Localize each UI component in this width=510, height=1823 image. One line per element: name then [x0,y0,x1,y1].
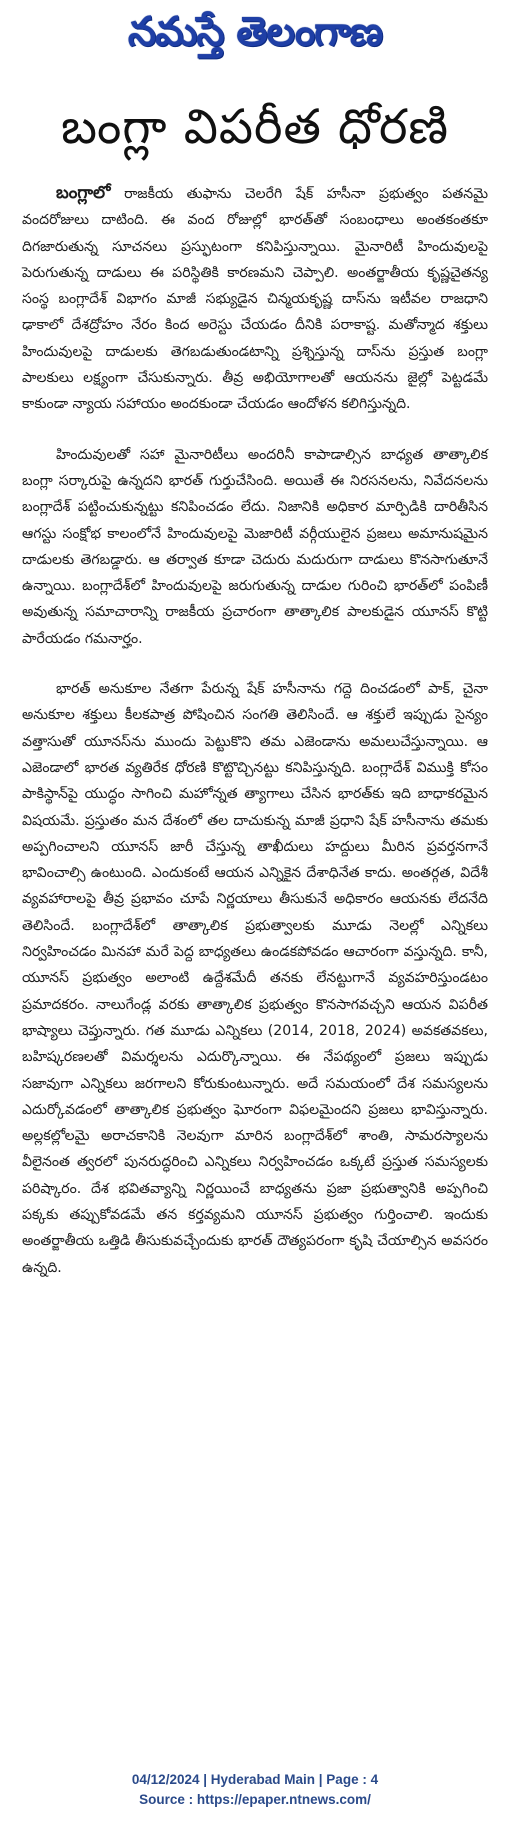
masthead-title: నమస్తే తెలంగాణ [127,9,383,55]
article-body [22,180,488,1281]
newspaper-masthead [0,6,510,68]
dateline: 04/12/2024 | Hyderabad Main | Page : 4 [131,1772,379,1787]
article-headline: బంగ్లా విపరీత ధోరణి [60,99,450,155]
source-link[interactable]: Source : https://epaper.ntnews.com/ [139,1792,371,1807]
article-paragraph: హిందువులతో సహా మైనారిటీలు అందరినీ కాపాడాల్సిన బాధ్యత తాత్కాలిక బంగ్లా సర్కారుపై ఉన్నదని భారత్ గుర్తుచేసింది. అయితే ఈ నిరసనలను, నివేదనలను బంగ్లాదేశ్ పట్టించుకున్నట్టు కనిపించడం లేదు. నిజానికి అధికార మార్పిడికి దారితీసిన ఆగస్టు సంక్షోభ కాలంలోనే హిందువులపై మెజారిటీ వర్గీయులైన ప్రజలు అమానుషమైన దాడులకు తెగబడ్డారు. ఆ తర్వాత కూడా చెదురు మదురుగా దాడులు కొనసాగుతూనే ఉన్నాయి. బంగ్లాదేశ్‌లో హిందువులపై జరుగుతున్న దాడుల గురించి భారత్‌లో పంపిణీ అవుతున్న సమాచారాన్ని రాజకీయ ప్రచారంగా తాత్కాలిక పాలకుడైన యూనస్ కొట్టి పారేయడం గమనార్హం. [22,446,488,647]
article-paragraph [22,180,488,418]
article-paragraph: భారత్ అనుకూల నేతగా పేరున్న షేక్ హసీనాను గద్దె దించడంలో పాక్, చైనా అనుకూల శక్తులు కీలకపాత్ర పోషించిన సంగతి తెలిసిందే. ఆ శక్తులే ఇప్పుడు సైన్యం వత్తాసుతో యూనస్‌ను ముందు పెట్టుకొని తమ ఎజెండాను అమలుచేస్తున్నాయి. ఆ ఎజెండాలో భారత వ్యతిరేక ధోరణి కొట్టొచ్చినట్టు కనిపిస్తున్నది. బంగ్లాదేశ్ విముక్తి కోసం పాకిస్థాన్‌పై యుద్ధం సాగించి మహోన్నత త్యాగాలు చేసిన భారత్‌కు ఇది బాధాకరమైన విషయమే. ప్రస్తుతం మన దేశంలో తల దాచుకున్న మాజీ ప్రధాని షేక్ హసీనాను తమకు అప్పగించాలని యూనస్ జారీ చేస్తున్న తాఖీదులు హద్దులు మీరిన ప్రవర్తనగానే భావించాల్సి ఉంటుంది. ఎందుకంటే ఆయన ఎన్నికైన దేశాధినేత కాదు. అంతర్గత, విదేశీ వ్యవహారాలపై తీవ్ర ప్రభావం చూపే నిర్ణయాలు తీసుకునే అధికారం ఆయనకు లేదనేది తెలిసిందే. బంగ్లాదేశ్‌లో తాత్కాలిక ప్రభుత్వాలకు మూడు నెలల్లో ఎన్నికలు నిర్వహించడం మినహా మరే పెద్ద బాధ్యతలు ఉండకపోవడం ఆచారంగా వస్తున్నది. కానీ, యూనస్ ప్రభుత్వం అలాంటి ఉద్దేశమేదీ తనకు లేనట్టుగానే వ్యవహరిస్తుండటం ప్రమాదకరం. నాలుగేండ్ల వరకు తాత్కాలిక ప్రభుత్వం కొనసాగవచ్చని ఆయన విపరీత భాష్యాలు చెప్తున్నారు. గత మూడు ఎన్నికలు (2014, 2018, 2024) అవకతవకలు, బహిష్కరణలతో విమర్శలను ఎదుర్కొన్నాయి. ఈ నేపథ్యంలో ప్రజలు ఇప్పుడు సజావుగా ఎన్నికలు జరగాలని కోరుకుంటున్నారు. అదే సమయంలో దేశ సమస్యలను ఎదుర్కోవడంలో తాత్కాలిక ప్రభుత్వం ఘోరంగా విఫలమైందని ప్రజలు భావిస్తున్నారు. అల్లకల్లోలమై అరాచకానికి నెలవుగా మారిన బంగ్లాదేశ్‌లో శాంతి, సామరస్యాలను వీలైనంత త్వరలో పునరుద్ధరించి ఎన్నికలు నిర్వహించడం ఒక్కటే ప్రస్తుత సమస్యలకు పరిష్కారం. దేశ భవితవ్యాన్ని నిర్ణయించే బాధ్యతను ప్రజా ప్రభుత్వానికి అప్పగించి పక్కకు తప్పుకోవడమే తన కర్తవ్యమని యూనస్ ప్రభుత్వం గుర్తించాలి. ఇందుకు అంతర్జాతీయ ఒత్తిడి తీసుకువచ్చేందుకు భారత్ దౌత్యపరంగా కృషి చేయాల్సిన అవసరం ఉన్నది. [22,681,488,1276]
page-footer [0,1770,510,1810]
headline-container [0,96,510,170]
lead-word: బంగ్లాలో [56,183,111,203]
paragraph-text: రాజకీయ తుఫాను చెలరేగి షేక్ హసీనా ప్రభుత్వం పతనమై వందరోజులు దాటింది. ఈ వంద రోజుల్లో భారత్‌తో సంబంధాలు అంతకంతకూ దిగజారుతున్న సూచనలు ప్రస్ఫుటంగా కనిపిస్తున్నాయి. మైనారిటీ హిందువులపై పెరుగుతున్న దాడులు ఈ పరిస్థితికి కారణమని చెప్పాలి. అంతర్జాతీయ కృష్ణచైతన్య సంస్థ బంగ్లాదేశ్ విభాగం మాజీ సభ్యుడైన చిన్మయకృష్ణ దాస్‌ను ఇటీవల రాజధాని ఢాకాలో దేశద్రోహం నేరం కింద అరెస్టు చేయడం దీనికి పరాకాష్ట. మతోన్మాద శక్తులు హిందువులపై దాడులకు తెగబడుతుండటాన్ని ప్రశ్నిస్తున్న దాస్‌ను ప్రస్తుత బంగ్లా పాలకులు లక్ష్యంగా చేసుకున్నారు. తీవ్ర అభియోగాలతో ఆయనను జైల్లో పెట్టడమే కాకుండా న్యాయ సహాయం అందకుండా చేయడం ఆందోళన కలిగిస్తున్నది. [22,186,488,413]
